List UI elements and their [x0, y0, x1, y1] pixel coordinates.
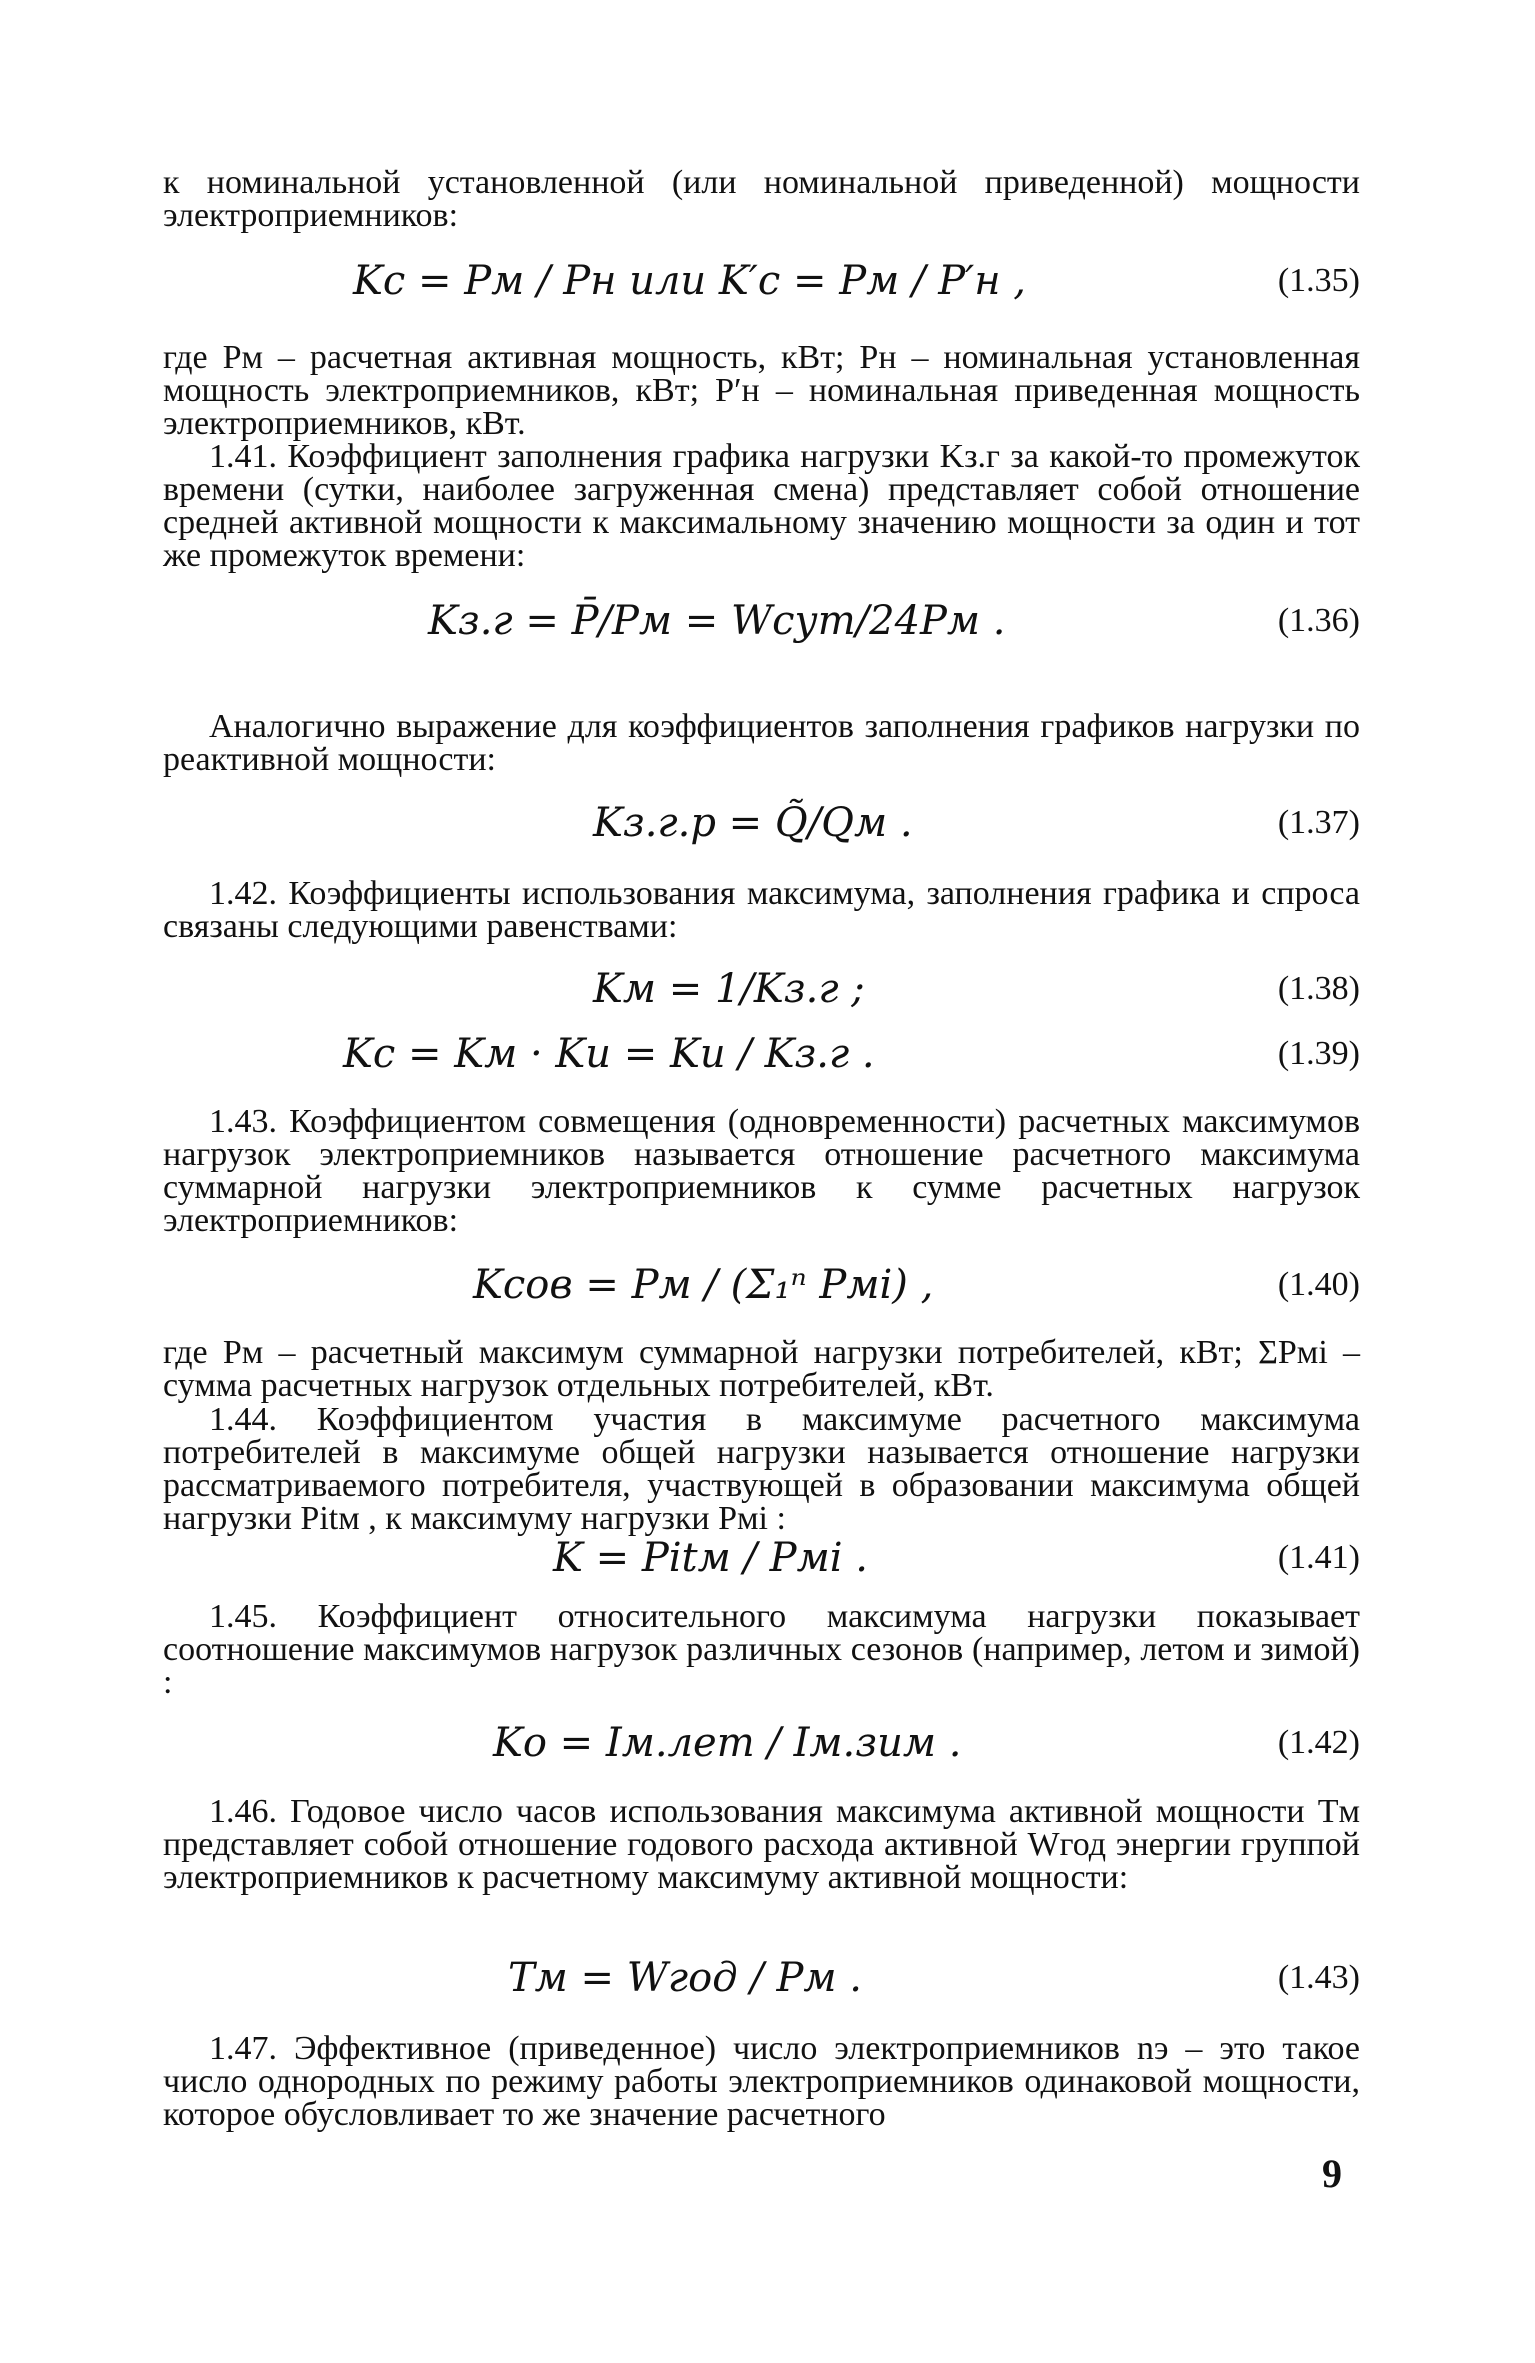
formula-expression: Kз.г = P̄/Pм = Wсут/24Pм . [428, 598, 1006, 644]
formula-1-39 [163, 1031, 1360, 1081]
formula-1-43 [163, 1955, 1360, 2005]
formula-number: (1.35) [1277, 262, 1360, 299]
formula-number: (1.42) [1277, 1724, 1360, 1761]
formula-expression: Kсов = Pм / (Σ₁ⁿ Pмi) , [473, 1262, 934, 1308]
paragraph-1-45: 1.45. Коэффициент относительного максимума нагрузки показывает соотношение максимумов нагрузок различных сезонов (например, летом и зимой) : [163, 1598, 1360, 1701]
formula-expression: Kо = Iм.лет / Iм.зим . [493, 1720, 962, 1766]
formula-1-37 [163, 800, 1360, 850]
formula-number: (1.41) [1277, 1539, 1360, 1576]
formula-number: (1.40) [1277, 1266, 1360, 1303]
paragraph-1-42: 1.42. Коэффициенты использования максимума, заполнения графика и спроса связаны следующими равенствами: [163, 875, 1360, 945]
formula-1-36 [163, 598, 1360, 648]
paragraph-1-41: 1.41. Коэффициент заполнения графика нагрузки Kз.г за какой-то промежуток времени (сутки, наиболее загруженная смена) представляет собой отношение средней активной мощности к максимальному значению мощности за один и тот же промежуток времени: [163, 438, 1360, 574]
paragraph-1-46: 1.46. Годовое число часов использования максимума активной мощности Tм представляет собой отношение годового расхода активной Wгод энергии группой электроприемников к расчетному максимуму активной мощности: [163, 1793, 1360, 1896]
paragraph-1-47: 1.47. Эффективное (приведенное) число электроприемников nэ – это такое число однородных по режиму работы электроприемников одинаковой мощности, которое обусловливает то же значение расчетного [163, 2030, 1360, 2133]
page-number: 9 [1322, 2151, 1342, 2196]
formula-1-41 [163, 1535, 1360, 1585]
formula-expression: Tм = Wгод / Pм . [508, 1955, 862, 2001]
formula-number: (1.38) [1277, 970, 1360, 1007]
formula-number: (1.36) [1277, 602, 1360, 639]
paragraph-similar: Аналогично выражение для коэффициентов заполнения графиков нагрузки по реактивной мощности: [163, 708, 1360, 778]
paragraph-intro: к номинальной установленной (или номинальной приведенной) мощности электроприемников: [163, 164, 1360, 234]
formula-number: (1.43) [1277, 1959, 1360, 1996]
formula-1-38 [163, 966, 1360, 1016]
formula-number: (1.39) [1277, 1035, 1360, 1072]
formula-1-42 [163, 1720, 1360, 1770]
formula-expression: K = Pitм / Pмi . [553, 1535, 868, 1581]
formula-expression: Kс = Pм / Pн или K′с = Pм / P′н , [353, 258, 1026, 304]
paragraph-1-43: 1.43. Коэффициентом совмещения (одновременности) расчетных максимумов нагрузок электроприемников называется отношение расчетного максимума суммарной нагрузки электроприемников к сумме расчетных нагрузок электроприемников: [163, 1103, 1360, 1239]
formula-expression: Kз.г.р = Q̃/Qм . [593, 800, 913, 846]
formula-number: (1.37) [1277, 804, 1360, 841]
formula-1-35 [163, 258, 1360, 308]
paragraph-where-1-40: где Pм – расчетный максимум суммарной нагрузки потребителей, кВт; ΣPмi – сумма расчетных нагрузок отдельных потребителей, кВт. [163, 1334, 1360, 1404]
formula-1-40 [163, 1262, 1360, 1312]
formula-expression: Kм = 1/Kз.г ; [593, 966, 865, 1012]
formula-expression: Kс = Kм · Kи = Kи / Kз.г . [343, 1031, 875, 1077]
paragraph-1-44: 1.44. Коэффициентом участия в максимуме расчетного максимума потребителей в максимуме общей нагрузки называется отношение нагрузки рассматриваемого потребителя, участвующей в образовании максимума общей нагрузки Pitм , к максимуму нагрузки Pмi : [163, 1401, 1360, 1537]
paragraph-where-1-35: где Pм – расчетная активная мощность, кВт; Pн – номинальная установленная мощность электроприемников, кВт; P′н – номинальная приведенная мощность электроприемников, кВт. [163, 339, 1360, 442]
